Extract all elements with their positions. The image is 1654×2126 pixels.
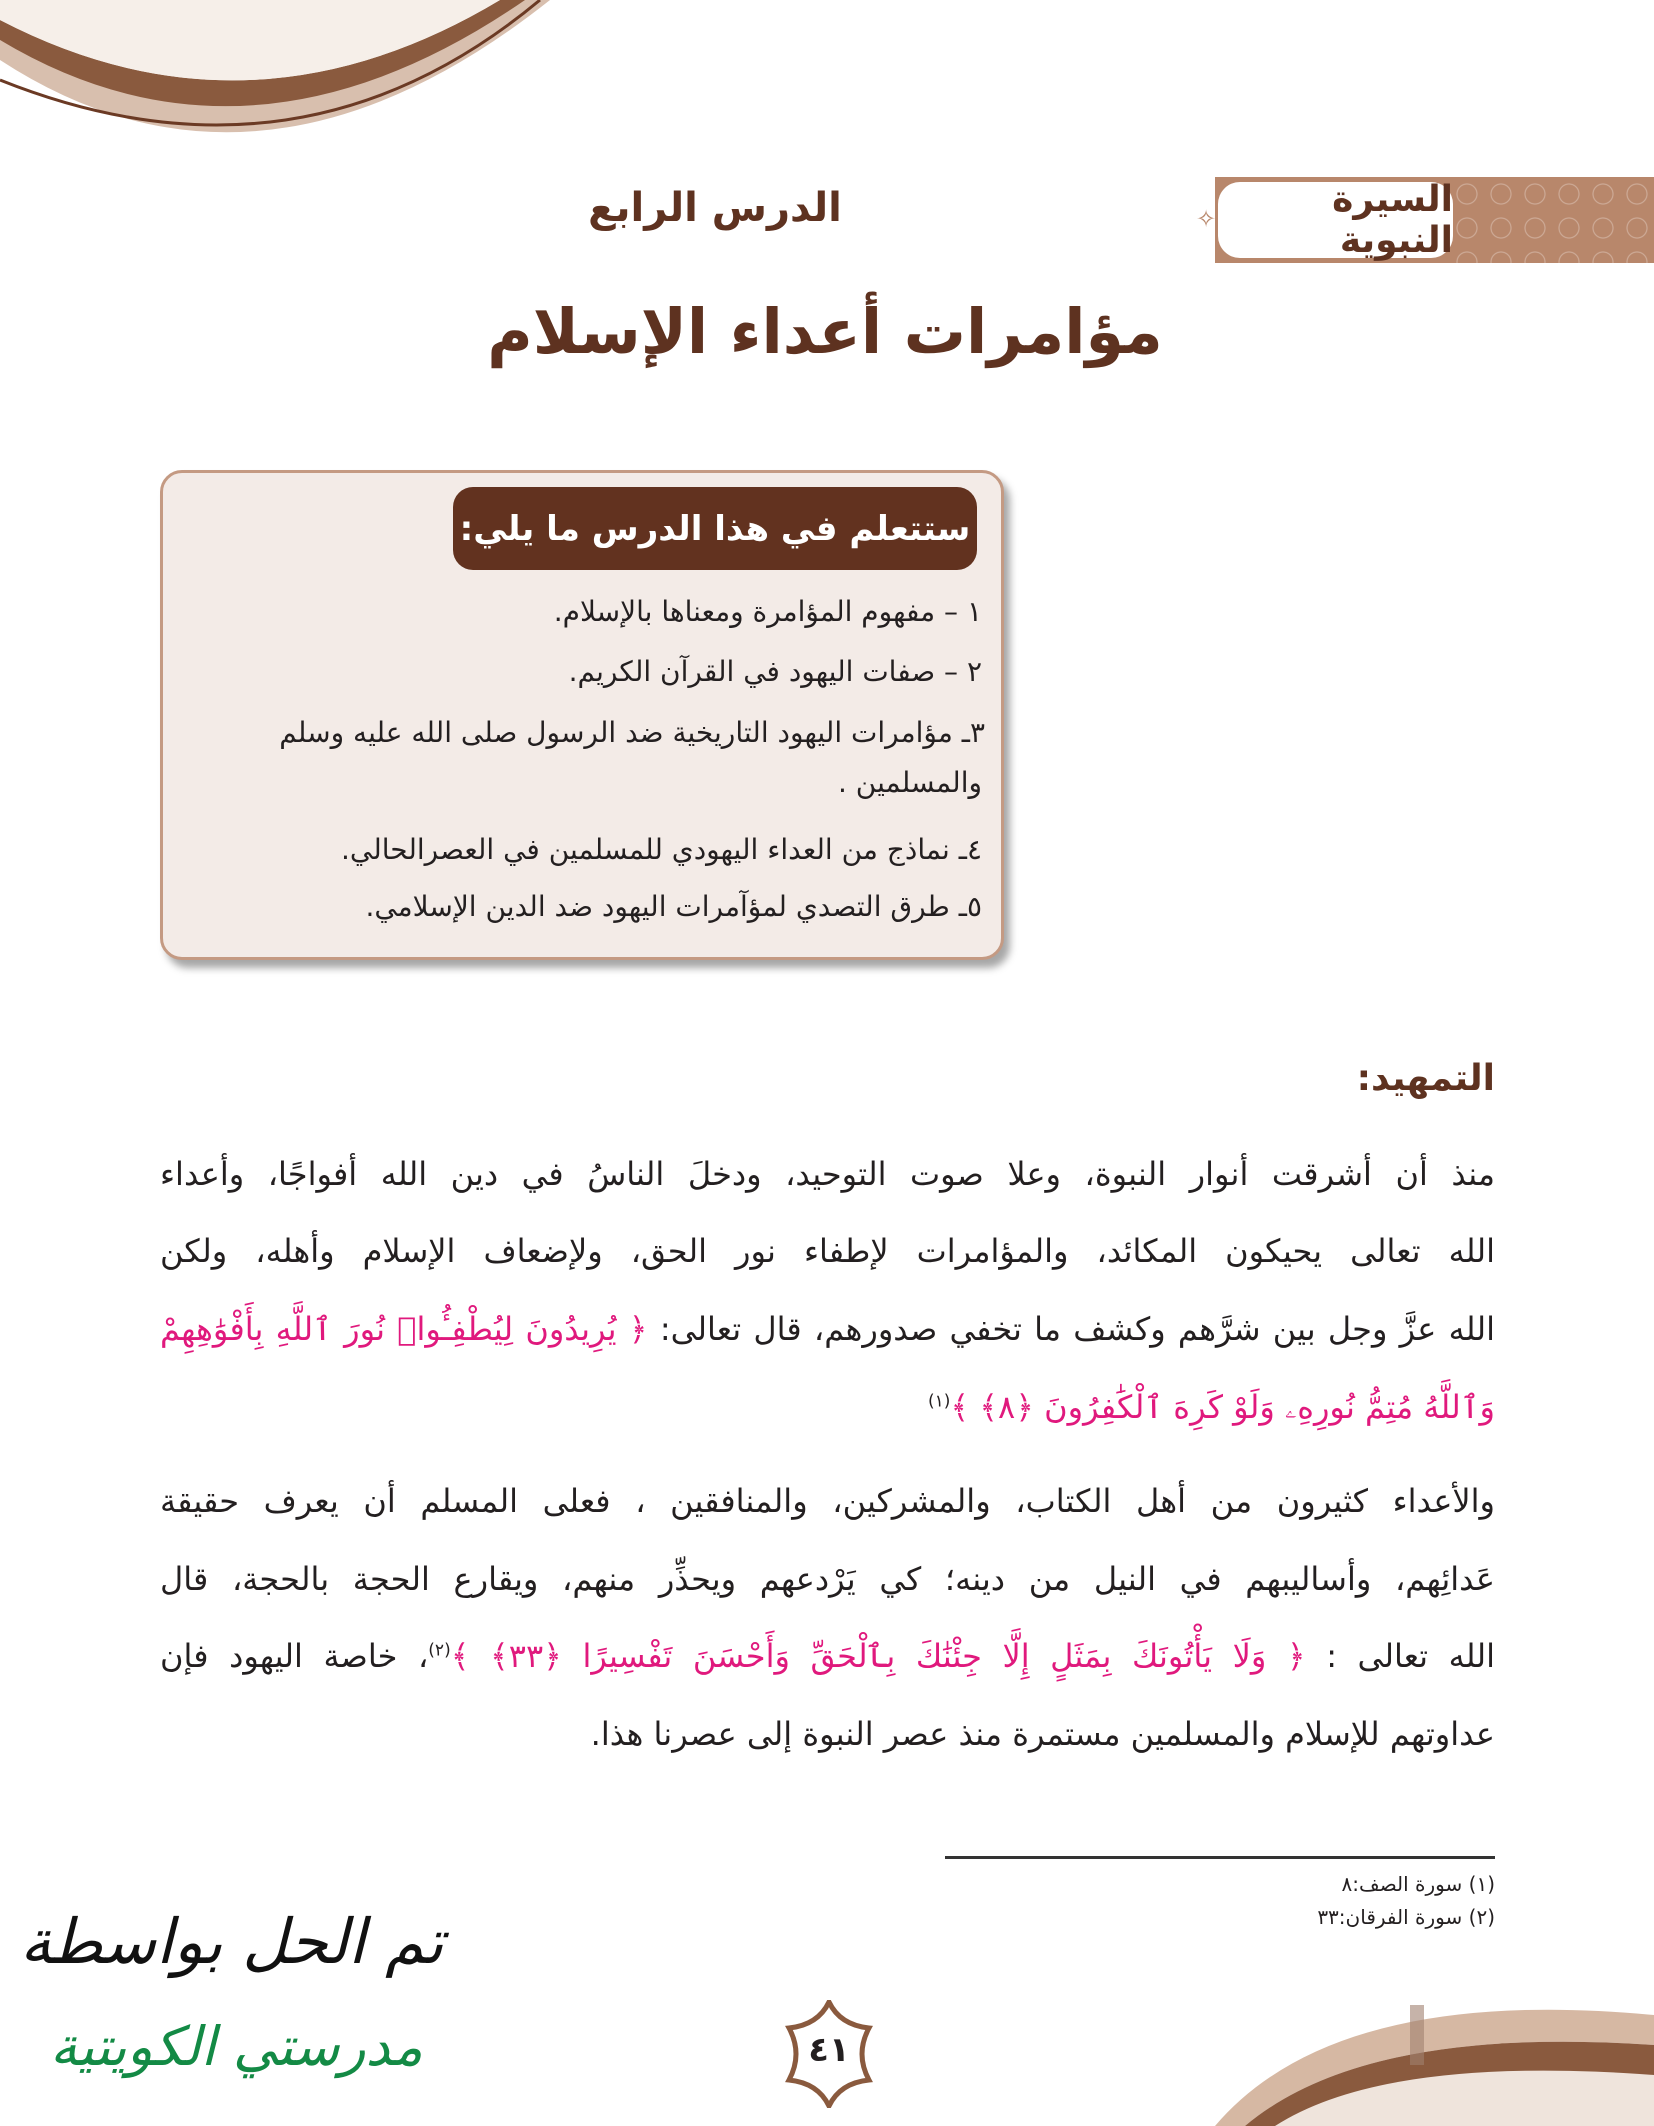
lesson-number: الدرس الرابع [588,185,842,231]
footnote: (١) سورة الصف:٨ [1341,1872,1495,1896]
goal-item: ٣ـ مؤامرات اليهود التاريخية ضد الرسول صلى الله عليه وسلم [279,716,985,749]
paragraph-line [160,1388,1495,1427]
tab-pattern [1450,177,1654,263]
paragraph-line [160,1637,1495,1675]
goal-item: ٤ـ نماذج من العداء اليهودي للمسلمين في العصرالحالي. [340,833,982,866]
bottom-arc-decoration [1215,1975,1654,2126]
footnote-ref[interactable]: (١) [927,1391,951,1412]
goal-item: ١ – مفهوم المؤامرة ومعناها بالإسلام. [553,595,982,628]
text: ، خاصة اليهود فإن [160,1637,429,1675]
section-label: السيرة النبوية [1218,182,1453,258]
goals-heading: ستتعلم في هذا الدرس ما يلي: [453,487,977,570]
paragraph-line: الله تعالى يحيكون المكائد، والمؤامرات لإطفاء نور الحق، ولإضعاف الإسلام وأهله، ولكن [160,1232,1495,1270]
goal-item: ٥ـ طرق التصدي لمؤآمرات اليهود ضد الدين الإسلامي. [365,890,982,923]
quran-verse: ﴿ وَلَا يَأْتُونَكَ بِمَثَلٍ إِلَّا جِئْنَٰكَ بِٱلْحَقِّ وَأَحْسَنَ تَفْسِيرًا ﴿٣٣﴾ ﴾ [450,1637,1306,1675]
page-number: ٤١ [808,2030,850,2070]
paragraph-line: منذ أن أشرقت أنوار النبوة، وعلا صوت التوحيد، ودخلَ الناسُ في دين الله أفواجًا، وأعداء [160,1155,1495,1193]
paragraph-line: عَدائِهم، وأساليبهم في النيل من دينه؛ كي يَرْدعهم ويحذِّر منهم، ويقارع الحجة بالحجة، قال [160,1560,1495,1598]
footnote: (٢) سورة الفرقان:٣٣ [1317,1905,1495,1929]
quran-verse: ﴿ يُرِيدُونَ لِيُطْفِـُٔوا۟ نُورَ ٱللَّهِ بِأَفْوَٰهِهِمْ [160,1310,648,1348]
goal-item-continued: والمسلمين . [837,766,982,799]
flourish-icon: ✧ [1196,205,1217,233]
text: الله تعالى : [1326,1637,1496,1675]
paragraph-line: والأعداء كثيرون من أهل الكتاب، والمشركين، والمنافقين ، فعلى المسلم أن يعرف حقيقة [160,1482,1495,1520]
top-arc-decoration [0,0,560,160]
text: الله عزَّ وجل بين شرَّهم وكشف ما تخفي صدورهم، قال تعالى: [659,1310,1496,1348]
goal-item: ٢ – صفات اليهود في القرآن الكريم. [568,655,982,688]
paragraph-line [160,1310,1495,1348]
footnote-divider [945,1856,1495,1859]
paragraph-line: عداوتهم للإسلام والمسلمين مستمرة منذ عصر النبوة إلى عصرنا هذا. [590,1715,1495,1753]
watermark-line1: تم الحل بواسطة [20,1905,444,1978]
intro-heading: التمهيد: [1356,1058,1495,1099]
watermark-line2: مدرستي الكويتية [50,2015,423,2078]
quran-verse: وَٱللَّهُ مُتِمُّ نُورِهِۦ وَلَوْ كَرِهَ ٱلْكَٰفِرُونَ ﴿٨﴾ ﴾ [950,1388,1495,1426]
lesson-title: مؤامرات أعداء الإسلام [487,295,1163,368]
footnote-ref[interactable]: (٢) [428,1640,451,1661]
